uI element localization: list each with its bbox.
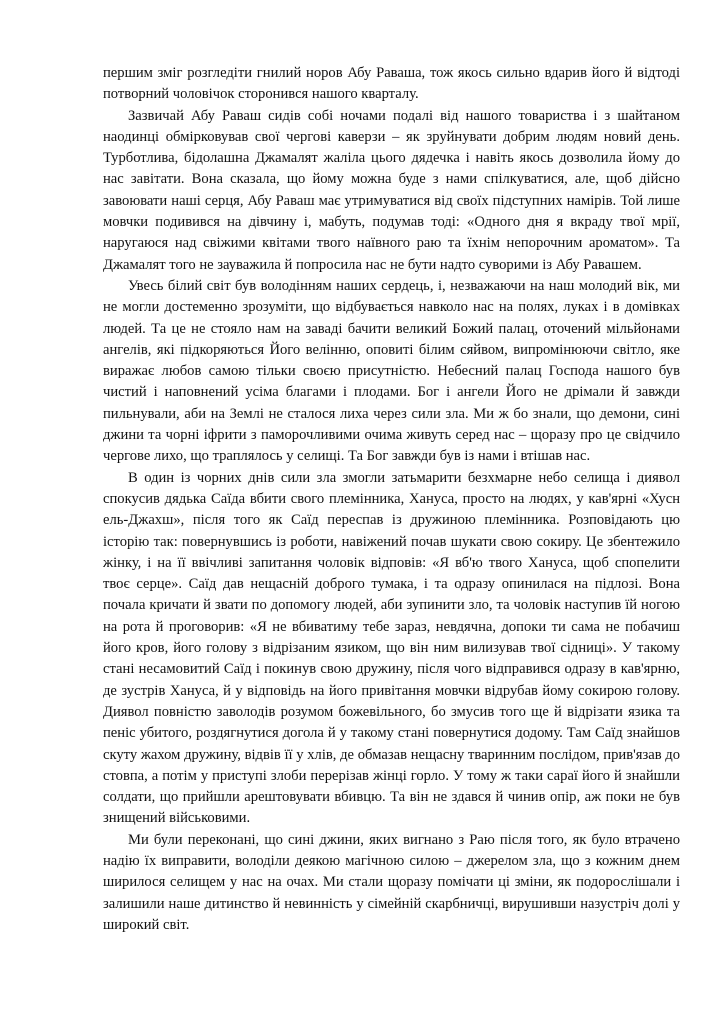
paragraph-blue-jinns: Ми були переконані, що сині джини, яких вигнано з Раю після того, як було втрачено надію їх виправити, володіли деякою магічною силою – джерелом зла, що з кожним днем ширилося селищем у нас на очах. Ми стали щоразу помічати ці зміни, як подорослішали і залишили наше дитинство й невинність у сімейній скарбничці, вирушивши назустріч долі у широкий світ. (103, 831, 680, 933)
paragraph-continued: першим зміг розгледіти гнилий норов Абу Раваша, тож якось сильно вдарив його й відтоді потворний чоловічок сторонився нашого кварталу. (103, 65, 680, 103)
paragraph-abu-ravash: Зазвичай Абу Раваш сидів собі ночами подалі від нашого товариства і з шайтаном наодинці обмірковував свої чергові каверзи – як зруйнувати добрим людям новий день. Турботлива, бідолашна Джамалят жаліла цього дядечка і навіть якось дозволила йому до нас завітати. Вона сказала, що йому можна буде з нами спілкуватися, але, щоб дійсно завоювати наші серця, Абу Раваш має утримуватися від своїх підступних намірів. Той лише мовчки подивився на дівчину і, мабуть, подумав тоді: «Одного дня я вкраду твої мрії, наругаюся над свіжими квітами твого наївного раю та їхнім непорочним ароматом». Та Джамалят того не зауважила й попросила нас не бути надто суворими із Абу Равашем. (103, 107, 680, 273)
paragraph-dark-day: В один із чорних днів сили зла змогли затьмарити безхмарне небо селища і диявол спокусив дядька Саїда вбити свого племінника, Хануса, просто на людях, у кав'ярні «Хусн ель-Джахш», після того як Саїд переспав із дружиною племінника. Розповідають цю історію так: повернувшись із роботи, навіжений почав шукати свою сокиру. Це збентежило жінку, і на її ввічливі запитання чоловік відповів: «Я вб'ю твого Хануса, щоб спопелити твоє серце». Саїд дав нещасній доброго тумака, і та одразу опинилася на підлозі. Вона почала кричати й звати по допомогу людей, аби зупинити зло, та чоловік наступив їй ногою на рота й проговорив: «Я не вбиватиму тебе зараз, невдячна, допоки ти сама не побачиш його кров, його голову з відрізаним язиком, що він ним вилизував твої сідниці». У такому стані несамовитий Саїд і покинув свою дружину, після чого відправився одразу в кав'ярню, де зустрів Хануса, й у відповідь на його привітання мовчки відрубав йому сокирою голову. Диявол повністю заволодів розумом божевільного, бо змусив того ще й відрізати язика та пеніс убитого, роздягнутися догола й у такому стані повернутися додому. Там Саїд знайшов скуту жахом дружину, відвів її у хлів, де обмазав нещасну тваринним послідом, прив'язав до стовпа, а потім у приступі злоби перерізав жінці горло. У тому ж таки сараї його й знайшли солдати, що прийшли арештовувати вбивцю. Та він не здався й чинив опір, аж поки не був знищений військовими. (103, 469, 680, 827)
paragraph-white-world: Увесь білий світ був володінням наших сердець, і, незважаючи на наш молодий вік, ми не могли достеменно зрозуміти, що відбувається навколо нас на полях, луках і в домівках людей. Та це не стояло нам на заваді бачити великий Божий палац, оточений мільйонами ангелів, які підкоряються Його велінню, оповиті білим сяйвом, випромінюючи світло, яке виражає любов самою тільки своєю присутністю. Небесний палац Господа нашого був чистий і наповнений усіма благами і плодами. Бог і ангели Його не дрімали й завжди пильнували, аби на Землі не сталося лиха через сили зла. Ми ж бо знали, що демони, сині джини та чорні іфрити з паморочливими очима живуть серед нас – щоразу про це свідчило чергове лихо, що траплялось у селищі. Та Бог завжди був із нами і втішав нас. (103, 277, 680, 465)
body-text (103, 63, 680, 936)
